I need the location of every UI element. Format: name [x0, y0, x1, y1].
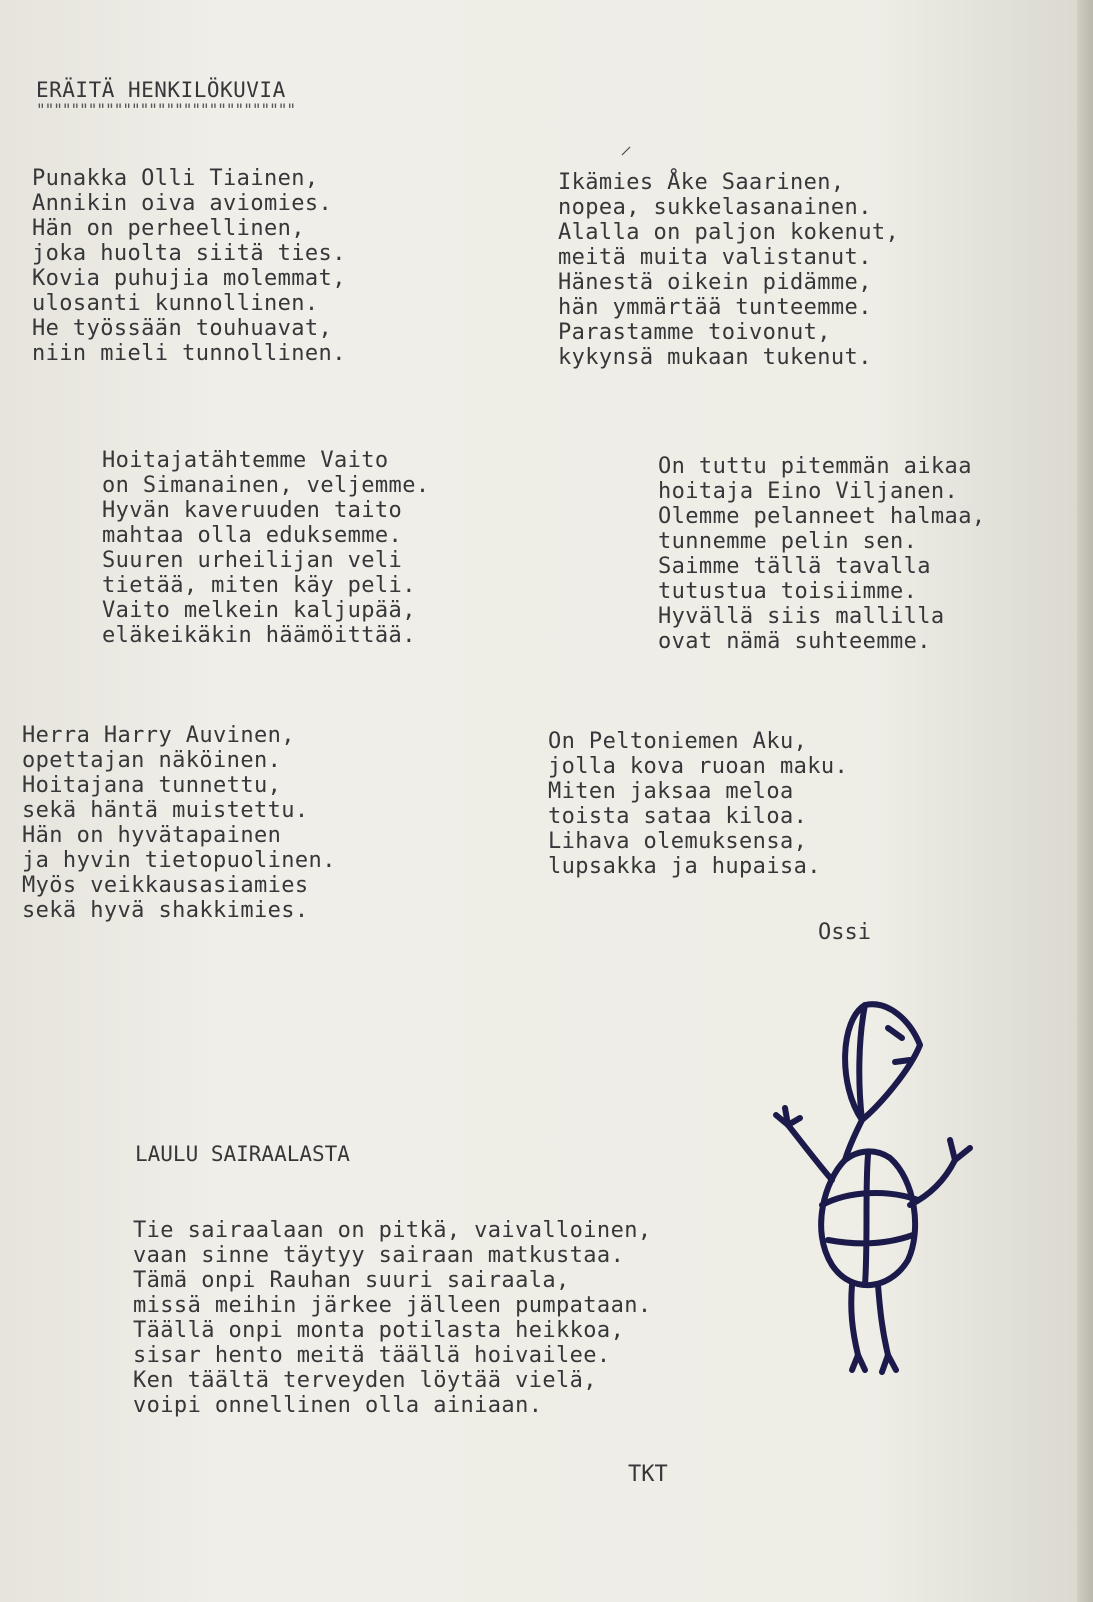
page-edge	[1077, 0, 1093, 1602]
song-heading: LAULU SAIRAALASTA	[135, 1142, 350, 1166]
poem-aku-peltoniemi: On Peltoniemen Aku, jolla kova ruoan maku. Miten jaksaa meloa toista sataa kiloa. Lihava olemuksensa, lupsakka ja hupaisa.	[548, 729, 849, 879]
signature-ossi: Ossi	[818, 920, 871, 945]
title-underline: """"""""""""""""""""""""""""""	[36, 100, 295, 119]
poem-eino-viljanen: On tuttu pitemmän aikaa hoitaja Eino Viljanen. Olemme pelanneet halmaa, tunnemme pelin sen. Saimme tällä tavalla tutustua toisiimme. Hyvällä siis mallilla ovat nämä suhteemme.	[658, 454, 986, 654]
poem-olli-tiainen: Punakka Olli Tiainen, Annikin oiva aviomies. Hän on perheellinen, joka huolta siitä ties. Kovia puhujia molemmat, ulosanti kunnollinen. He työssään touhuavat, niin mieli tunnollinen.	[32, 166, 346, 366]
poem-harry-auvinen: Herra Harry Auvinen, opettajan näköinen. Hoitajana tunnettu, sekä häntä muistettu. Hän on hyvätapainen ja hyvin tietopuolinen. Myös veikkausasiamies sekä hyvä shakkimies.	[22, 723, 336, 923]
ink-figure-drawing	[770, 990, 1010, 1400]
poem-vaito-simanainen: Hoitajatähtemme Vaito on Simanainen, veljemme. Hyvän kaveruuden taito mahtaa olla eduksemme. Suuren urheilijan veli tietää, miten käy peli. Vaito melkein kaljupää, eläkeikäkin häämöittää.	[102, 448, 430, 648]
song-lyrics: Tie sairaalaan on pitkä, vaivalloinen, vaan sinne täytyy sairaan matkustaa. Tämä onpi Rauhan suuri sairaala, missä meihin järkee jälleen pumpataan. Täällä onpi monta potilasta heikkoa, sisar hento meitä täällä hoivailee. Ken täältä terveyden löytää vielä, voipi onnellinen olla ainiaan.	[133, 1218, 652, 1418]
pen-tick-mark	[620, 146, 632, 156]
signature-tkt: TKT	[628, 1462, 668, 1487]
page-title: ERÄITÄ HENKILÖKUVIA	[36, 78, 286, 102]
poem-ake-saarinen: Ikämies Åke Saarinen, nopea, sukkelasanainen. Alalla on paljon kokenut, meitä muita valistanut. Hänestä oikein pidämme, hän ymmärtää tunteemme. Parastamme toivonut, kykynsä mukaan tukenut.	[558, 170, 900, 370]
